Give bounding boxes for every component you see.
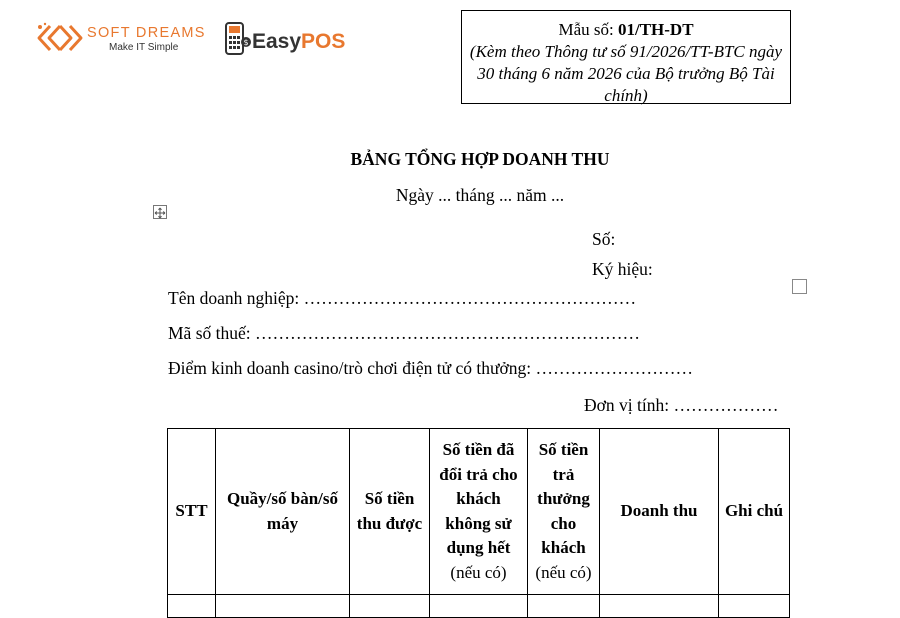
col-header-amount-collected: Số tiền thu được (350, 429, 430, 595)
business-point-field: Điểm kinh doanh casino/trò chơi điện tử có thưởng: ……………………… (168, 358, 693, 378)
easypos-terminal-icon (224, 22, 252, 56)
date-line: Ngày ... tháng ... năm ... (395, 185, 565, 205)
revenue-summary-table (167, 428, 790, 618)
col-header-notes: Ghi chú (719, 429, 790, 595)
col-header-stt: STT (168, 429, 216, 595)
easypos-pos: POS (301, 30, 346, 53)
col-header-counter: Quầy/số bàn/số máy (216, 429, 350, 595)
softdreams-logo-text (87, 25, 206, 54)
easypos-logo-text (252, 29, 345, 55)
form-number-box (461, 10, 791, 104)
svg-text:$: $ (243, 38, 249, 47)
unit-field: Đơn vị tính: ……………… (584, 395, 779, 415)
table-row (168, 595, 790, 618)
col-header-revenue: Doanh thu (600, 429, 719, 595)
table-move-handle-icon[interactable] (153, 205, 167, 219)
tax-code-field: Mã số thuế: ………………………………………………………… (168, 323, 641, 343)
col-header-prize-paid: Số tiền trả thưởng cho khách (nếu có) (528, 429, 600, 595)
easypos-easy: Easy (252, 30, 302, 53)
symbol-label: Ký hiệu: (592, 259, 653, 279)
form-number-line (462, 19, 790, 41)
form-code: 01/TH-DT (617, 20, 694, 39)
form-note: (Kèm theo Thông tư số 91/2026/TT-BTC ngày 30 tháng 6 năm 2026 của Bộ trưởng Bộ Tài chính) (469, 42, 783, 105)
form-label: Mẫu số: (558, 20, 614, 39)
document-title: BẢNG TỔNG HỢP DOANH THU (350, 149, 610, 169)
softdreams-logo-icon (36, 22, 84, 56)
softdreams-name: SOFT DREAMS (87, 25, 206, 41)
checkbox-icon[interactable] (792, 279, 807, 294)
number-label: Số: (592, 229, 616, 249)
col-header-amount-refunded: Số tiền đã đổi trả cho khách không sử dụng hết (nếu có) (430, 429, 528, 595)
softdreams-tagline: Make IT Simple (109, 42, 179, 53)
company-name-field: Tên doanh nghiệp: ………………………………………………… (168, 288, 637, 308)
